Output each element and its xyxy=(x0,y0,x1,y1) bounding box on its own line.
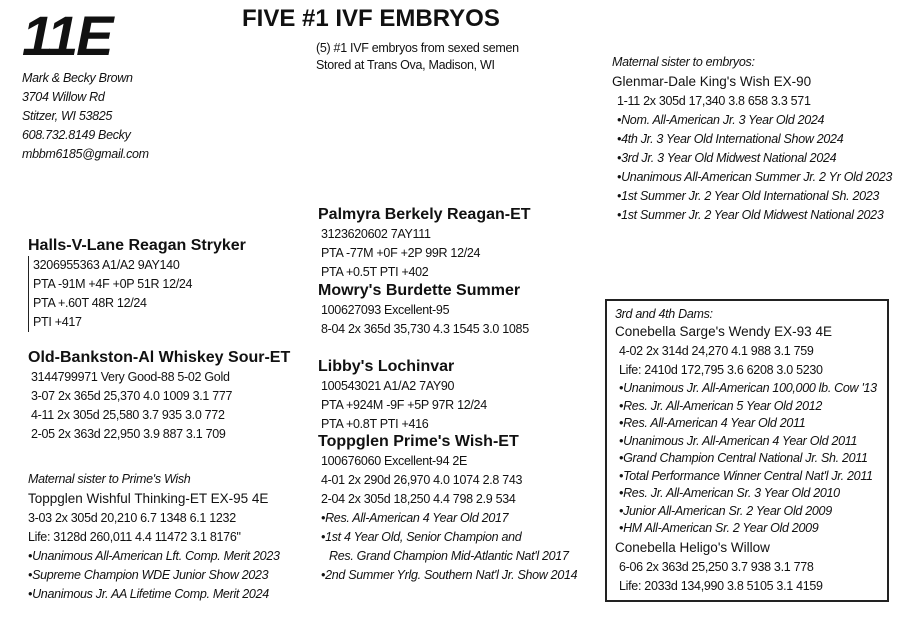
dam4-name: Conebella Heligo's Willow xyxy=(615,539,770,555)
sire-line: PTI +417 xyxy=(33,315,82,329)
sire-dam-line: 100627093 Excellent-95 xyxy=(321,303,450,317)
dam-dam-line: 2-04 2x 305d 18,250 4.4 798 2.9 534 xyxy=(321,492,516,506)
dam4-line: 6-06 2x 363d 25,250 3.7 938 3.1 778 xyxy=(619,559,814,574)
maternal-sister-embryos-honor: •1st Summer Jr. 2 Year Old Midwest National 2023 xyxy=(617,208,884,222)
maternal-sister-prime-line: Life: 3128d 260,011 4.4 11472 3.1 8176" xyxy=(28,530,241,544)
sire-sire-line: PTA +0.5T PTI +402 xyxy=(321,265,429,279)
lot-number: 11E xyxy=(22,4,112,67)
maternal-sister-prime-name: Toppglen Wishful Thinking-ET EX-95 4E xyxy=(28,491,269,506)
maternal-sister-prime-honor: •Unanimous Jr. AA Lifetime Comp. Merit 2024 xyxy=(28,587,269,601)
dam-dam-name: Toppglen Prime's Wish-ET xyxy=(318,433,519,450)
maternal-sister-embryos-honor: •3rd Jr. 3 Year Old Midwest National 2024 xyxy=(617,151,837,165)
dam-dam-honor: •Res. All-American 4 Year Old 2017 xyxy=(321,511,509,525)
contact-name: Mark & Becky Brown xyxy=(22,71,133,85)
dam-sire-line: PTA +924M -9F +5P 97R 12/24 xyxy=(321,398,487,412)
maternal-sister-embryos-honor: •Nom. All-American Jr. 3 Year Old 2024 xyxy=(617,113,825,127)
dam4-line: Life: 2033d 134,990 3.8 5105 3.1 4159 xyxy=(619,578,823,593)
maternal-sister-embryos-label: Maternal sister to embryos: xyxy=(612,55,755,69)
description-line: (5) #1 IVF embryos from sexed semen xyxy=(316,41,519,55)
sire-sire-name: Palmyra Berkely Reagan-ET xyxy=(318,206,531,223)
dam3-line: 4-02 2x 314d 24,270 4.1 988 3.1 759 xyxy=(619,344,814,358)
sire-block xyxy=(28,236,246,332)
sire-line: PTA -91M +4F +0P 51R 12/24 xyxy=(33,277,193,291)
dams-box xyxy=(605,299,889,602)
dam-block xyxy=(28,348,290,444)
contact-email: mbbm6185@gmail.com xyxy=(22,147,149,161)
dam3-honor: •Res. Jr. All-American Sr. 3 Year Old 2010 xyxy=(619,486,840,500)
dam3-name: Conebella Sarge's Wendy EX-93 4E xyxy=(615,324,832,339)
sire-sire-line: PTA -77M +0F +2P 99R 12/24 xyxy=(321,246,481,260)
sire-dam-name: Mowry's Burdette Summer xyxy=(318,282,521,299)
sire-sire-line: 3123620602 7AY111 xyxy=(321,227,431,241)
maternal-sister-embryos-name: Glenmar-Dale King's Wish EX-90 xyxy=(612,74,812,89)
dam-sire-line: PTA +0.8T PTI +416 xyxy=(321,417,429,431)
dam-dam-honor: •1st 4 Year Old, Senior Champion and xyxy=(321,530,522,544)
dam-line: 3-07 2x 365d 25,370 4.0 1009 3.1 777 xyxy=(31,389,233,403)
maternal-sister-prime-line: 3-03 2x 305d 20,210 6.7 1348 6.1 1232 xyxy=(28,511,236,525)
dam-sire-line: 100543021 A1/A2 7AY90 xyxy=(321,379,455,393)
dam3-honor: •Junior All-American Sr. 2 Year Old 2009 xyxy=(619,503,832,518)
contact-phone: 608.732.8149 Becky xyxy=(22,128,131,142)
dam3-honor: •Res. All-American 4 Year Old 2011 xyxy=(619,416,806,430)
dam3-honor: •Unanimous Jr. All-American 100,000 lb. Cow '13 xyxy=(619,381,877,395)
dam3-honor: •Res. Jr. All-American 5 Year Old 2012 xyxy=(619,398,823,413)
dam-dam-line: 4-01 2x 290d 26,970 4.0 1074 2.8 743 xyxy=(321,473,523,487)
dam-name: Old-Bankston-Al Whiskey Sour-ET xyxy=(28,349,291,366)
dam-dam-honor: Res. Grand Champion Mid-Atlantic Nat'l 2017 xyxy=(329,549,569,563)
dam-dam-block xyxy=(318,432,577,585)
sire-line: 3206955363 A1/A2 9AY140 xyxy=(33,258,180,272)
sire-sire-block xyxy=(318,205,531,282)
description-line: Stored at Trans Ova, Madison, WI xyxy=(316,58,495,72)
dam-sire-block xyxy=(318,357,487,434)
dam-dam-line: 100676060 Excellent-94 2E xyxy=(321,454,468,468)
page-title: FIVE #1 IVF EMBRYOS xyxy=(242,5,500,32)
dam3-honor: •Total Performance Winner Central Nat'l Jr. 2011 xyxy=(619,468,873,483)
contact-block xyxy=(22,69,149,164)
sire-dam-block xyxy=(318,281,529,339)
maternal-sister-embryos-honor: •1st Summer Jr. 2 Year Old International Sh. 2023 xyxy=(617,189,880,203)
dam-line: 3144799971 Very Good-88 5-02 Gold xyxy=(31,370,230,384)
contact-street: 3704 Willow Rd xyxy=(22,90,105,104)
sire-line: PTA +.60T 48R 12/24 xyxy=(33,296,147,310)
maternal-sister-embryos-line: 1-11 2x 305d 17,340 3.8 658 3.3 571 xyxy=(617,94,811,108)
maternal-sister-embryos-honor: •Unanimous All-American Summer Jr. 2 Yr Old 2023 xyxy=(617,170,893,184)
dam-sire-name: Libby's Lochinvar xyxy=(318,358,455,375)
maternal-sister-embryos-honor: •4th Jr. 3 Year Old International Show 2024 xyxy=(617,132,844,146)
maternal-sister-prime-block xyxy=(28,470,280,604)
dams-box-label: 3rd and 4th Dams: xyxy=(615,307,713,321)
description xyxy=(316,39,519,75)
dam3-honor: •Unanimous Jr. All-American 4 Year Old 2011 xyxy=(619,433,858,448)
maternal-sister-prime-honor: •Supreme Champion WDE Junior Show 2023 xyxy=(28,568,269,582)
dam-line: 4-11 2x 305d 25,580 3.7 935 3.0 772 xyxy=(31,408,225,422)
sire-dam-line: 8-04 2x 365d 35,730 4.3 1545 3.0 1085 xyxy=(321,322,529,336)
maternal-sister-prime-label: Maternal sister to Prime's Wish xyxy=(28,472,191,486)
maternal-sister-embryos-block xyxy=(612,53,892,225)
contact-city: Stitzer, WI 53825 xyxy=(22,109,113,123)
maternal-sister-prime-honor: •Unanimous All-American Lft. Comp. Merit 2023 xyxy=(28,549,280,563)
dam3-honor: •Grand Champion Central National Jr. Sh. 2011 xyxy=(619,451,868,465)
dam3-honor: •HM All-American Sr. 2 Year Old 2009 xyxy=(619,521,819,535)
sire-name: Halls-V-Lane Reagan Stryker xyxy=(28,237,246,254)
dam-line: 2-05 2x 363d 22,950 3.9 887 3.1 709 xyxy=(31,427,226,441)
dam3-line: Life: 2410d 172,795 3.6 6208 3.0 5230 xyxy=(619,363,823,377)
dam-dam-honor: •2nd Summer Yrlg. Southern Nat'l Jr. Show 2014 xyxy=(321,568,578,582)
